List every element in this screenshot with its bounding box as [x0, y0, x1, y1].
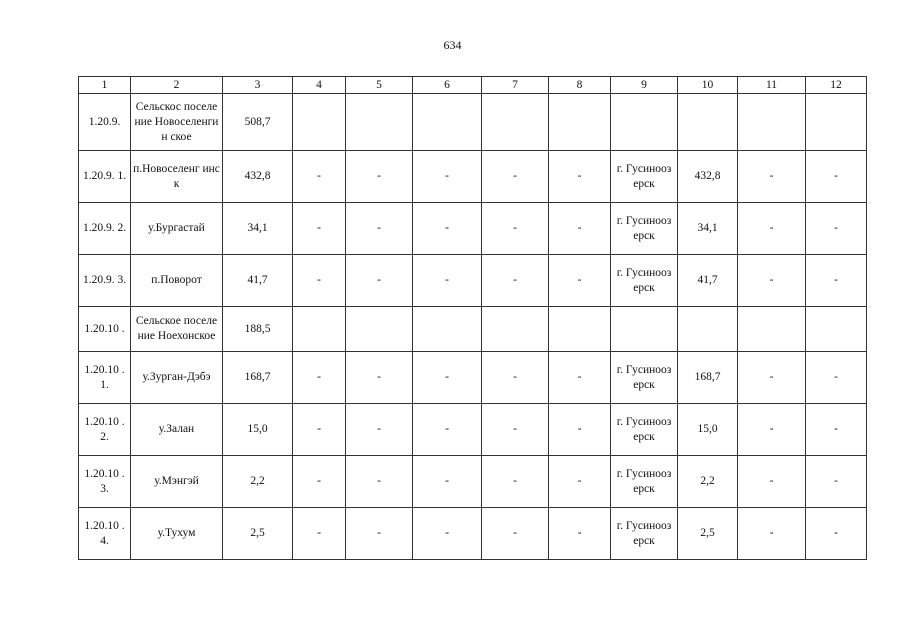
col6-cell: -: [413, 203, 482, 255]
col12-cell: -: [806, 255, 867, 307]
col12-cell: [806, 307, 867, 352]
row-number-cell: 1.20.9. 3.: [79, 255, 131, 307]
value-cell: 15,0: [223, 404, 293, 456]
col6-cell: -: [413, 508, 482, 560]
row-number-cell: 1.20.10 .4.: [79, 508, 131, 560]
value-cell: 2,5: [223, 508, 293, 560]
col11-cell: -: [738, 456, 806, 508]
column-header: 4: [293, 77, 346, 94]
column-header: 3: [223, 77, 293, 94]
settlement-name-cell: у.Тухум: [131, 508, 223, 560]
col8-cell: -: [549, 404, 611, 456]
value-cell: 168,7: [223, 352, 293, 404]
col5-cell: -: [346, 456, 413, 508]
col11-cell: -: [738, 151, 806, 203]
location-cell: г. Гусиноoз ерск: [611, 255, 678, 307]
col7-cell: -: [482, 203, 549, 255]
location-cell: [611, 307, 678, 352]
col8-cell: -: [549, 352, 611, 404]
col10-value-cell: [678, 94, 738, 151]
value-cell: 2,2: [223, 456, 293, 508]
col7-cell: -: [482, 456, 549, 508]
column-header: 8: [549, 77, 611, 94]
col7-cell: [482, 94, 549, 151]
column-header: 10: [678, 77, 738, 94]
col6-cell: -: [413, 404, 482, 456]
location-cell: г. Гусиноoз ерск: [611, 456, 678, 508]
column-header: 12: [806, 77, 867, 94]
location-cell: [611, 94, 678, 151]
row-number-cell: 1.20.10 .: [79, 307, 131, 352]
col8-cell: [549, 94, 611, 151]
col5-cell: -: [346, 508, 413, 560]
column-header: 11: [738, 77, 806, 94]
col12-cell: [806, 94, 867, 151]
column-header: 7: [482, 77, 549, 94]
data-table: [78, 76, 867, 560]
row-number-cell: 1.20.10 .2.: [79, 404, 131, 456]
col7-cell: -: [482, 151, 549, 203]
settlement-name-cell: п.Новоселенг инск: [131, 151, 223, 203]
col5-cell: -: [346, 255, 413, 307]
settlement-name-cell: п.Поворот: [131, 255, 223, 307]
col7-cell: -: [482, 508, 549, 560]
col10-value-cell: 2,5: [678, 508, 738, 560]
col10-value-cell: 168,7: [678, 352, 738, 404]
col8-cell: -: [549, 508, 611, 560]
col6-cell: -: [413, 456, 482, 508]
col6-cell: -: [413, 352, 482, 404]
col12-cell: -: [806, 151, 867, 203]
col12-cell: -: [806, 508, 867, 560]
table-row: [79, 255, 867, 307]
row-number-cell: 1.20.10 .1.: [79, 352, 131, 404]
col11-cell: [738, 307, 806, 352]
col11-cell: -: [738, 508, 806, 560]
column-header: 6: [413, 77, 482, 94]
col4-cell: -: [293, 352, 346, 404]
col10-value-cell: 15,0: [678, 404, 738, 456]
col5-cell: -: [346, 352, 413, 404]
col5-cell: [346, 94, 413, 151]
col12-cell: -: [806, 352, 867, 404]
col4-cell: -: [293, 255, 346, 307]
col7-cell: [482, 307, 549, 352]
col8-cell: [549, 307, 611, 352]
col11-cell: -: [738, 352, 806, 404]
column-header: 5: [346, 77, 413, 94]
settlement-name-cell: у.Мэнгэй: [131, 456, 223, 508]
settlement-name-cell: у.Залан: [131, 404, 223, 456]
row-number-cell: 1.20.9. 2.: [79, 203, 131, 255]
col4-cell: -: [293, 508, 346, 560]
col5-cell: -: [346, 404, 413, 456]
location-cell: г. Гусиноoз ерск: [611, 404, 678, 456]
settlement-name-cell: у.Зурган-Дэбэ: [131, 352, 223, 404]
col10-value-cell: 34,1: [678, 203, 738, 255]
col12-cell: -: [806, 456, 867, 508]
settlement-name-cell: Сельскос поселение Новоселенгин ское: [131, 94, 223, 151]
col7-cell: -: [482, 404, 549, 456]
col6-cell: [413, 94, 482, 151]
col4-cell: -: [293, 456, 346, 508]
col10-value-cell: 41,7: [678, 255, 738, 307]
col10-value-cell: 432,8: [678, 151, 738, 203]
table-header-row: [79, 77, 867, 94]
col4-cell: -: [293, 151, 346, 203]
table-body: [79, 94, 867, 560]
table-row: [79, 94, 867, 151]
col11-cell: -: [738, 255, 806, 307]
col8-cell: -: [549, 203, 611, 255]
col7-cell: -: [482, 352, 549, 404]
col4-cell: [293, 307, 346, 352]
col12-cell: -: [806, 404, 867, 456]
table-row: [79, 203, 867, 255]
table-row: [79, 352, 867, 404]
location-cell: г. Гусиноoз ерск: [611, 151, 678, 203]
table-row: [79, 456, 867, 508]
column-header: 9: [611, 77, 678, 94]
col11-cell: -: [738, 203, 806, 255]
value-cell: 432,8: [223, 151, 293, 203]
col11-cell: [738, 94, 806, 151]
col6-cell: [413, 307, 482, 352]
col8-cell: -: [549, 255, 611, 307]
row-number-cell: 1.20.10 .3.: [79, 456, 131, 508]
col8-cell: -: [549, 456, 611, 508]
col5-cell: [346, 307, 413, 352]
location-cell: г. Гусиноoз ерск: [611, 508, 678, 560]
row-number-cell: 1.20.9.: [79, 94, 131, 151]
value-cell: 188,5: [223, 307, 293, 352]
col10-value-cell: [678, 307, 738, 352]
page-number: 634: [443, 38, 462, 52]
table-row: [79, 307, 867, 352]
col11-cell: -: [738, 404, 806, 456]
col4-cell: -: [293, 404, 346, 456]
col5-cell: -: [346, 203, 413, 255]
settlement-name-cell: у.Бургастай: [131, 203, 223, 255]
table-row: [79, 508, 867, 560]
value-cell: 508,7: [223, 94, 293, 151]
col8-cell: -: [549, 151, 611, 203]
column-header: 1: [79, 77, 131, 94]
column-header: 2: [131, 77, 223, 94]
value-cell: 34,1: [223, 203, 293, 255]
col10-value-cell: 2,2: [678, 456, 738, 508]
table-row: [79, 151, 867, 203]
location-cell: г. Гусиноoз ерск: [611, 203, 678, 255]
settlement-name-cell: Сельское поселение Ноехонское: [131, 307, 223, 352]
value-cell: 41,7: [223, 255, 293, 307]
col4-cell: [293, 94, 346, 151]
table-row: [79, 404, 867, 456]
col5-cell: -: [346, 151, 413, 203]
col7-cell: -: [482, 255, 549, 307]
col4-cell: -: [293, 203, 346, 255]
row-number-cell: 1.20.9. 1.: [79, 151, 131, 203]
location-cell: г. Гусиноoз ерск: [611, 352, 678, 404]
col6-cell: -: [413, 255, 482, 307]
col6-cell: -: [413, 151, 482, 203]
col12-cell: -: [806, 203, 867, 255]
